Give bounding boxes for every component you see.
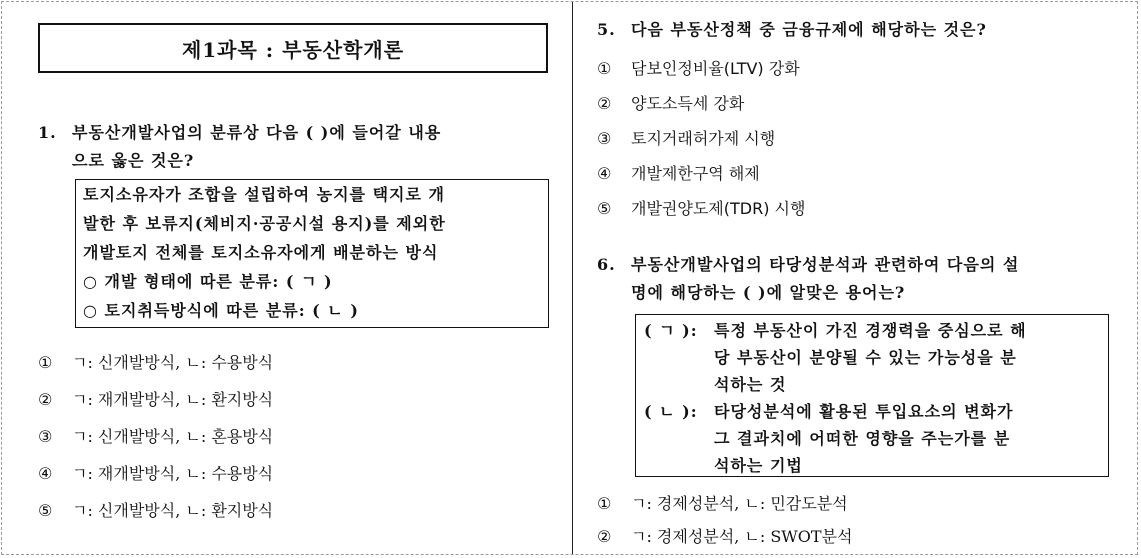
option-text: 개발제한구역 해제 (631, 163, 760, 183)
option-number: ④ (597, 163, 612, 183)
answer-option-3[interactable] (38, 418, 558, 455)
question-5-title (597, 16, 1117, 44)
option-text: ㄱ: 경제성분석, ㄴ: 민감도분석 (631, 493, 848, 513)
passage-line: 토지소유자가 조합을 설립하여 농지를 택지로 개 (83, 185, 445, 204)
question-6-title (597, 251, 1117, 307)
option-text: ㄱ: 경제성분석, ㄴ: SWOT분석 (631, 526, 853, 546)
definition-line: 특정 부동산이 가진 경쟁력을 중심으로 해 (714, 321, 1027, 340)
passage-line: 발한 후 보류지(체비지·공공시설 용지)를 제외한 (83, 214, 446, 233)
subject-title-box (38, 23, 548, 73)
question-5-text: 다음 부동산정책 중 금융규제에 해당하는 것은? (631, 20, 987, 39)
answer-option-1[interactable] (597, 487, 1117, 520)
question-6-text (631, 251, 1117, 307)
question-number: 1. (38, 123, 57, 142)
subject-title: 제1과목 : 부동산학개론 (181, 37, 405, 62)
question-6-line-1: 부동산개발사업의 타당성분석과 관련하여 다음의 설 (631, 255, 1020, 274)
question-number: 5. (597, 20, 616, 39)
answer-option-5[interactable] (38, 492, 558, 529)
answer-option-3[interactable] (597, 121, 1117, 156)
answer-option-2[interactable] (38, 381, 558, 418)
option-number: ① (597, 58, 612, 78)
option-text: 개발권양도제(TDR) 시행 (631, 198, 806, 218)
definition-line: 그 결과치에 어떠한 영향을 주는가를 분 (714, 429, 1011, 448)
definition-tag: ( ㄴ ): (644, 402, 698, 421)
option-text: 토지거래허가제 시행 (631, 128, 776, 148)
definition-tag: ( ㄱ ): (644, 321, 698, 340)
option-text: ㄱ: 신개발방식, ㄴ: 환지방식 (72, 500, 274, 520)
option-text: ㄱ: 재개발방식, ㄴ: 환지방식 (72, 389, 274, 409)
option-number: ⑤ (38, 500, 53, 520)
passage-line: ○ 토지취득방식에 따른 분류: ( ㄴ ) (83, 301, 359, 320)
definition-row-b (644, 398, 1100, 479)
definition-body (714, 398, 1100, 479)
option-text: ㄱ: 신개발방식, ㄴ: 수용방식 (72, 352, 274, 372)
column-divider (572, 2, 573, 555)
question-number: 6. (597, 255, 616, 274)
question-1-passage-box (75, 179, 549, 328)
definition-row-a (644, 317, 1100, 398)
option-number: ② (38, 389, 53, 409)
passage-line: ○ 개발 형태에 따른 분류: ( ㄱ ) (83, 272, 333, 291)
option-number: ③ (38, 426, 53, 446)
question-1-title (38, 119, 558, 175)
definition-line: 석하는 것 (714, 375, 787, 394)
answer-option-2[interactable] (597, 520, 1117, 553)
question-1-line-1: 부동산개발사업의 분류상 다음 ( )에 들어갈 내용 (72, 123, 442, 142)
answer-option-2[interactable] (597, 86, 1117, 121)
question-1-text (72, 119, 558, 175)
option-number: ① (597, 493, 612, 513)
option-text: 양도소득세 강화 (631, 93, 745, 113)
right-column (597, 16, 1117, 553)
option-number: ② (597, 93, 612, 113)
option-text: 담보인정비율(LTV) 강화 (631, 58, 800, 78)
left-column (38, 20, 558, 529)
option-text: ㄱ: 신개발방식, ㄴ: 혼용방식 (72, 426, 274, 446)
option-number: ⑤ (597, 198, 612, 218)
option-number: ③ (597, 128, 612, 148)
option-text: ㄱ: 재개발방식, ㄴ: 수용방식 (72, 463, 274, 483)
answer-option-4[interactable] (38, 455, 558, 492)
question-6-passage-box (635, 314, 1109, 477)
answer-option-4[interactable] (597, 156, 1117, 191)
question-6-options (597, 487, 1117, 553)
option-number: ② (597, 526, 612, 546)
option-number: ④ (38, 463, 53, 483)
exam-page (1, 1, 1138, 555)
definition-line: 당 부동산이 분양될 수 있는 가능성을 분 (714, 348, 1017, 367)
option-number: ① (38, 352, 53, 372)
passage-line: 개발토지 전체를 토지소유자에게 배분하는 방식 (83, 243, 439, 262)
question-5-options (597, 51, 1117, 226)
definition-body (714, 317, 1100, 398)
question-1-options (38, 344, 558, 529)
definition-line: 석하는 기법 (714, 456, 803, 475)
question-6-line-2: 명에 해당하는 ( )에 알맞은 용어는? (631, 283, 906, 302)
answer-option-1[interactable] (38, 344, 558, 381)
answer-option-1[interactable] (597, 51, 1117, 86)
question-1-line-2: 으로 옳은 것은? (72, 151, 195, 170)
definition-line: 타당성분석에 활용된 투입요소의 변화가 (714, 402, 1014, 421)
answer-option-5[interactable] (597, 191, 1117, 226)
